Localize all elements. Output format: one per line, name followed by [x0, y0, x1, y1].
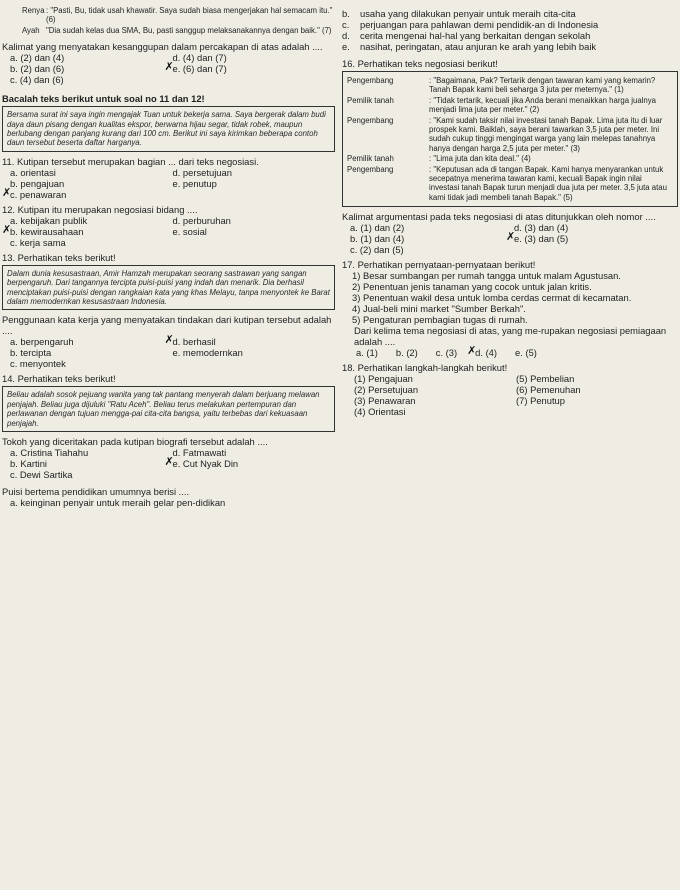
dialog-line: Pengembang : "Bagaimana, Pak? Tertarik dengan tawaran kami yang kemarin? Tanah Bapak kami beli seharga 3 juta per meternya." (1) [347, 76, 656, 95]
question-14-stem: 14. Perhatikan teks berikut! [2, 373, 116, 385]
question-18-items [342, 373, 678, 417]
list-item: 1) Besar sumbangan per rumah tangga untuk malam Agustusan. [352, 270, 621, 282]
option-marked[interactable]: ✗ e. (6) dan (7) [173, 63, 336, 74]
q15-option-d[interactable]: d. cerita mengenai hal-hal yang berkaitan dengan sekolah [342, 30, 591, 41]
option[interactable]: a. (2) dan (4) [10, 52, 65, 64]
left-column [2, 0, 335, 508]
option[interactable]: d. Fatmawati [172, 447, 227, 459]
question-17-options [342, 347, 678, 358]
question-17-stem: 17. Perhatikan pernyataan-pernyataan berikut! [342, 259, 536, 271]
option[interactable]: a. (1) dan (2) [350, 222, 405, 234]
option[interactable]: e. penutup [172, 177, 217, 189]
option[interactable]: a. kebijakan publik [10, 214, 88, 226]
question-16-stem: 16. Perhatikan teks negosiasi berikut! [342, 58, 498, 69]
text-box-2: Dalam dunia kesusastraan, Amir Hamzah merupakan seorang sastrawan yang sangan berpengaruh. Dari tangannya tercipta puisi-puisi yang indah dan menarik. Dia berhasil menciptakan puisi-puisi dengan rangkaian kata yang khas Melayu, tanpa menyontek ke Barat dalam memodernkan kesusastraan Indonesia. [2, 265, 335, 311]
question-12-options [2, 215, 335, 248]
question-11-options [2, 167, 335, 200]
option[interactable]: c. kerja sama [10, 236, 66, 248]
q15-option-e[interactable]: e. nasihat, peringatan, atau anjuran ke arah yang lebih baik [342, 41, 597, 52]
question-10-options [2, 52, 335, 85]
option[interactable]: d. persetujuan [172, 166, 232, 178]
option[interactable]: a. berpengaruh [10, 336, 74, 348]
question-15-option-a[interactable]: a. keinginan penyair untuk meraih gelar pen-didikan [10, 497, 226, 509]
option[interactable]: b. Kartini [10, 458, 47, 470]
list-item: 5) Pengaturan pembagian tugas di rumah. [352, 314, 528, 326]
option[interactable]: e. sosial [172, 225, 207, 237]
section-heading: Bacalah teks berikut untuk soal no 11 dan 12! [2, 93, 205, 105]
question-18-stem: 18. Perhatikan langkah-langkah berikut! [342, 362, 508, 374]
list-item: (3) Penawaran [354, 395, 416, 407]
option-marked[interactable]: ✗ d. berhasil [173, 336, 336, 347]
list-item: (5) Pembelian [516, 373, 575, 385]
list-item: (1) Pengajuan [354, 373, 413, 385]
question-10-stem: Kalimat yang menyatakan kesanggupan dalam percakapan di atas adalah .... [2, 41, 323, 53]
right-column [342, 0, 678, 417]
list-item: (4) Orientasi [354, 406, 406, 418]
text-box-3: Beliau adalah sosok pejuang wanita yang tak pantang menyerah dalam berjuang melawan penjajah. Beliau juga dijuluki "Ratu Aceh". Beliau terus melakukan pertempuran dan perlawanan dengan tujuan mengga-pai cita-cita bangsa, yaitu terbebas dari kekuasaan penjajah. [2, 386, 335, 432]
list-item: 4) Jual-beli mini market "Sumber Berkah". [352, 303, 526, 315]
question-14-prompt: Tokoh yang diceritakan pada kutipan biografi tersebut adalah .... [2, 436, 268, 448]
question-13-prompt: Penggunaan kata kerja yang menyatakan tindakan dari kutipan tersebut adalah .... [2, 314, 332, 337]
option[interactable]: d. (4) dan (7) [172, 52, 227, 64]
list-item: 3) Penentuan wakil desa untuk lomba cerdas cermat di kecamatan. [352, 292, 632, 304]
dialog-line: Pengembang : "Keputusan ada di tangan Bapak. Kami hanya menyarankan untuk secepatnya menerima tawaran kami, kecuali Bapak ingin nilai investasi tanah Bapak turun menjadi dua juta per meter. 3,5 juta atau kami tidak jadi membeli tanah Bapak." (5) [347, 164, 667, 202]
q15-option-c[interactable]: c. perjuangan para pahlawan demi pendidik-an di Indonesia [342, 19, 599, 30]
option[interactable]: d. (3) dan (4) [514, 222, 569, 234]
option-marked[interactable]: ✗ e. (3) dan (5) [514, 233, 678, 244]
question-12-stem: 12. Kutipan itu merupakan negosiasi bidang .... [2, 203, 198, 215]
question-13-options [2, 336, 335, 369]
text-box-1: Bersama surat ini saya ingin mengajak Tuan untuk bekerja sama. Saya bergerak dalam budi daya daun pisang dengan kualitas ekspor, berwarna hijau segar, tidak robek, maupun berlubang dengan panjang kurang dari 100 cm. Berikut ini saya kirimkan beberapa contoh daun tersebut beserta daftar harganya. [2, 106, 335, 152]
q15-option-b[interactable]: b. usaha yang dilakukan penyair untuk meraih cita-cita [342, 8, 576, 19]
list-item: (7) Penutup [516, 395, 565, 407]
option[interactable]: c. (2) dan (5) [350, 244, 404, 256]
option[interactable]: c. (4) dan (6) [10, 74, 64, 86]
list-item: (6) Pemenuhan [516, 384, 581, 396]
option[interactable]: c. menyontek [10, 358, 66, 370]
question-16-prompt: Kalimat argumentasi pada teks negosiasi di atas ditunjukkan oleh nomor .... [342, 211, 656, 223]
question-17-items [342, 270, 678, 325]
option[interactable]: b. (1) dan (4) [350, 233, 405, 245]
option-marked[interactable]: ✗ e. Cut Nyak Din [173, 458, 336, 469]
question-13-stem: 13. Perhatikan teks berikut! [2, 251, 116, 263]
list-item: (2) Persetujuan [354, 384, 419, 396]
question-16-options [342, 222, 678, 255]
option[interactable]: b. pengajuan [10, 177, 65, 189]
dialog-line: Pemilik tanah : "Tidak tertarik, kecuali jika Anda berani menaikkan harga jualnya menjadi lima juta per meter." (2) [347, 95, 656, 115]
option[interactable]: b. (2) dan (6) [10, 63, 65, 75]
option-marked[interactable]: ✗ d. (4) [475, 347, 497, 358]
option-marked[interactable]: ✗ b. kewirausahaan [10, 226, 173, 237]
option[interactable]: c. (3) [435, 347, 458, 359]
option[interactable]: b. (2) [395, 347, 418, 359]
option[interactable]: d. perburuhan [172, 214, 231, 226]
negotiation-text-box [342, 71, 678, 207]
option[interactable]: a. Cristina Tiahahu [10, 447, 89, 459]
question-14-options [2, 447, 335, 480]
question-11-stem: 11. Kutipan tersebut merupakan bagian ... dari teks negosiasi. [2, 155, 259, 167]
option[interactable]: e. (5) [515, 347, 537, 359]
option[interactable]: a. (1) [356, 347, 378, 359]
option[interactable]: a. orientasi [10, 166, 56, 178]
dialog-line: Ayah "Dia sudah kelas dua SMA, Bu, pasti sanggup melaksanakannya dengan baik." (7) [22, 25, 332, 35]
option-marked[interactable]: ✗ c. penawaran [10, 189, 173, 200]
option[interactable]: b. tercipta [10, 347, 52, 359]
option[interactable]: c. Dewi Sartika [10, 469, 73, 481]
option[interactable]: e. memodernkan [172, 347, 243, 359]
question-15-stem: Puisi bertema pendidikan umumnya berisi .... [2, 486, 190, 498]
list-item: 2) Penentuan jenis tanaman yang cocok untuk jalan kritis. [352, 281, 592, 293]
dialog-line: Renya : "Pasti, Bu, tidak usah khawatir. Saya sudah biasa mengerjakan hal semacam itu." (6) [22, 6, 333, 25]
dialog-line: Pengembang : "Kami sudah taksir nilai investasi tanah Bapak. Lima juta itu di luar prospek kami. Baiklah, saya berani tawarkan 3,5 juta per meter. Ini sudah cukup tinggi mengingat warga yang lain melepas tanahnya hanya dengan harga 2,5 juta per meter." (3) [347, 115, 663, 153]
question-17-prompt: Dari kelima tema negosiasi di atas, yang me-rupakan negosiasi pemiagaan adalah .... [354, 325, 667, 348]
dialog-line: Pemilik tanah : "Lima juta dan kita deal." (4) [347, 154, 531, 164]
